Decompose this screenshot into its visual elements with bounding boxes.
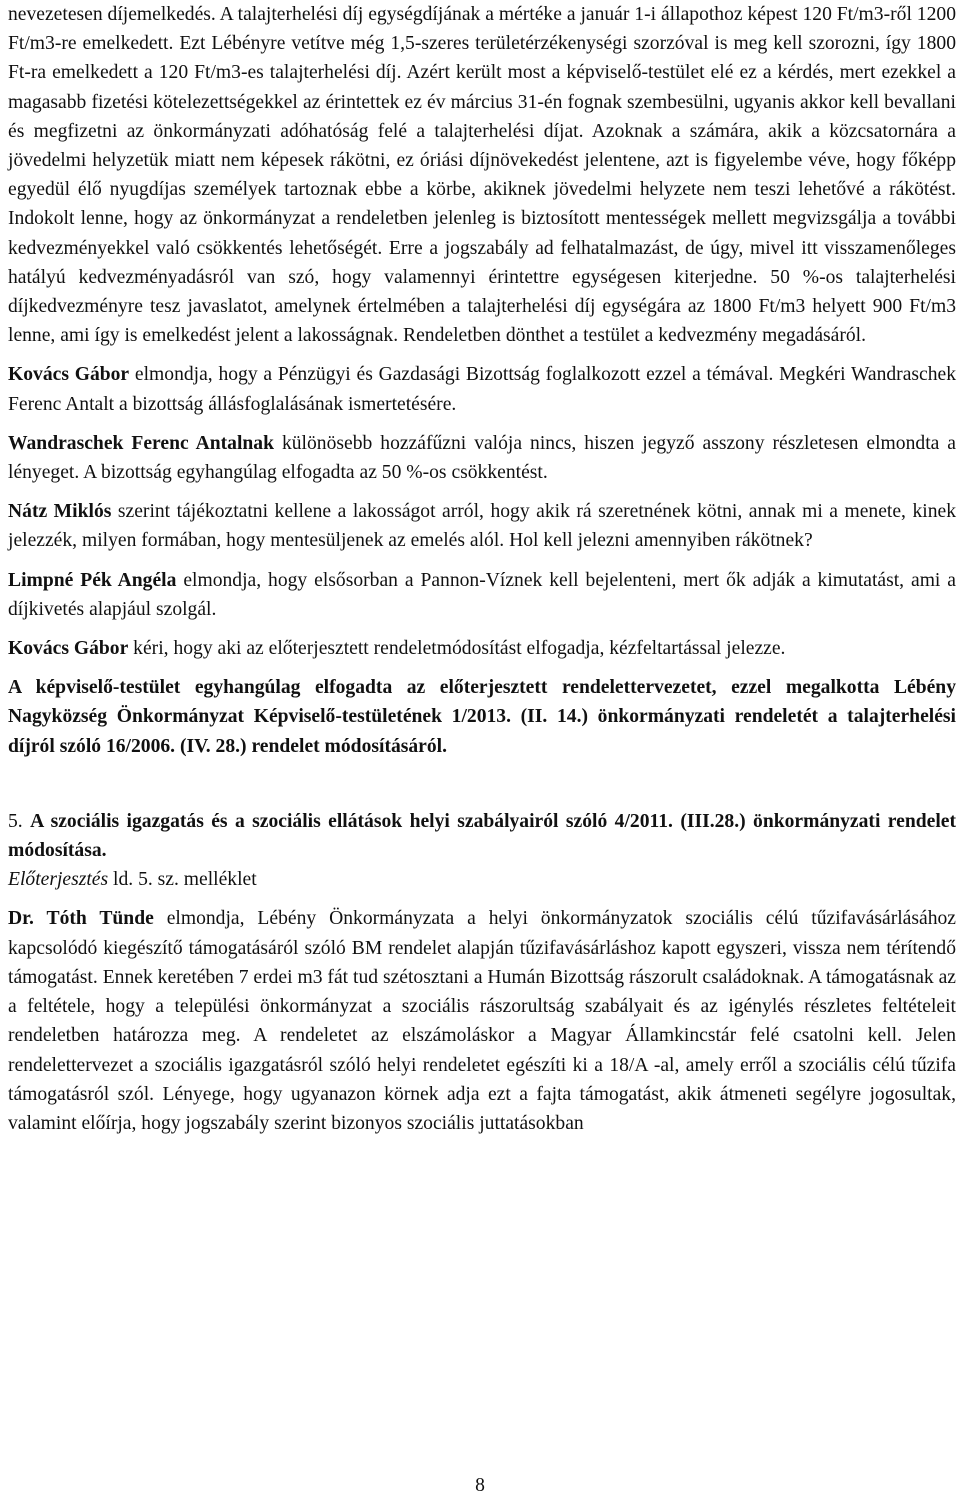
speaker-name: Wandraschek Ferenc Antalnak [8,432,274,454]
paragraph-dr-toth-tunde [8,904,956,1138]
paragraph-text: elmondja, Lébény Önkormányzata a helyi önkormányzatok szociális célú tűzifavásárlásához kapcsolódó kiegészítő támogatásáról szóló BM rendelet alapján tűzifavásárláshoz kapott egyszeri, vissza nem térítendő támogatást. Ennek keretében 7 erdei m3 fát tud szétosztani a Humán Bizottság rászorult családoknak. A támogatásnak az a feltétele, hogy a települési önkormányzat a szociális rászorultság szabályait és az igénylés részletes feltételeit rendeletben határozza meg. A rendeletet az elszámoláskor a Magyar Államkincstár felé csatolni kell. Jelen rendelettervezet a szociális igazgatásról szóló helyi rendeletet egészíti ki a 18/A -al, amely erről a szociális célú tűzifa támogatásról szól. Lényege, hogy ugyanazon körnek adja ezt a fajta támogatást, akik átmeneti segélyre jogosultak, valamint előírja, hogy jogszabály szerint bizonyos szociális juttatásokban [8,908,956,1134]
paragraph-wandraschek [8,429,956,487]
attachment-reference: ld. 5. sz. melléklet [108,869,257,891]
paragraph-text: elmondja, hogy a Pénzügyi és Gazdasági Bizottság foglalkozott ezzel a témával. Megkéri Wandraschek Ferenc Antalt a bizottság állásfoglalásának ismertetésére. [8,364,957,415]
paragraph-kovacs-gabor-2 [8,634,956,663]
paragraph-talajterhelesi-dij: nevezetesen díjemelkedés. A talajterhelési díj egységdíjának a mértéke a január 1-i állapothoz képest 120 Ft/m3-ről 1200 Ft/m3-re emelkedett. Ezt Lébényre vetítve még 1,5-szeres területérzékenységi szorzóval is meg kell szorozni, így 1800 Ft-ra emelkedett a 120 Ft/m3-es talajterhelési díj. Azért került most a képviselő-testület elé ez a kérdés, mert ezekkel a magasabb fizetési kötelezettségekkel az érintettek ez év március 31-én fognak szembesülni, ugyanis akkor kell bevallani és megfizetni az önkormányzati adóhatóság felé a talajterhelési díjat. Azoknak a számára, akik a közcsatornára a jövedelmi helyzetük miatt nem képesek rákötni, ez óriási díjnövekedést jelentene, azt is figyelembe véve, hogy főképp egyedül élő nyugdíjas személyek tartoznak ebbe a körbe, akiknek jövedelmi helyzete nem teszi lehetővé a rákötést. Indokolt lenne, hogy az önkormányzat a rendeletben jelenleg is biztosított mentességek mellett megvizsgálja a további kedvezményekkel való csökkentés lehetőségét. Erre a jogszabály ad felhatalmazást, de úgy, mivel itt visszamenőleges hatályú kedvezményadásról van szó, hogy valamennyi érintettre egységesen kiterjedne. 50 %-os talajterhelési díjkedvezményre tesz javaslatot, amelynek értelmében a talajterhelési díj egységára az 1800 Ft/m3 helyett 900 Ft/m3 lenne, ami így is emelkedést jelent a lakosságnak. Rendeletben dönthet a testület a kedvezmény megadásáról. [8,4,956,347]
resolution-statement: A képviselő-testület egyhangúlag elfogadta az előterjesztett rendelettervezetet, ezzel megalkotta Lébény Nagyközség Önkormányzat Képviselő-testületének 1/2013. (II. 14.) önkormányzati rendeletét a talajterhelési díjról szóló 16/2006. (IV. 28.) rendelet módosításáról. [8,677,956,757]
section-5-attachment [8,865,956,894]
section-title: A szociális igazgatás és a szociális ellátások helyi szabályairól szóló 4/2011. (III.28.) önkormányzati rendelet módosítása. [8,810,956,862]
paragraph-text: elmondja, hogy elsősorban a Pannon-Víznek kell bejelenteni, mert ők adják a kimutatást, ami a díjkivetés alapjául szolgál. [8,569,956,620]
speaker-name: Nátz Miklós [8,501,112,523]
speaker-name: Dr. Tóth Tünde [8,908,154,930]
speaker-name: Limpné Pék Angéla [8,569,177,591]
paragraph-natz-miklos [8,497,956,555]
paragraph-kovacs-gabor-1 [8,360,956,418]
document-page [8,0,956,1138]
page-number: 8 [475,1475,485,1496]
speaker-name: Kovács Gábor [8,638,129,660]
paragraph-text: szerint tájékoztatni kellene a lakosságot arról, hogy akik rá szeretnének kötni, annak mi a menete, kinek jelezzék, milyen formában, hogy mentesüljenek az emelés alól. Hol kell jelezni amennyiben rákötnek? [8,501,956,552]
section-number: 5. [8,810,31,832]
paragraph-text: kéri, hogy aki az előterjesztett rendeletmódosítást elfogadja, kézfeltartással jelezze. [128,638,786,660]
paragraph-text: különösebb hozzáfűzni valója nincs, hiszen jegyző asszony részletesen elmondta a lényeget. A bizottság egyhangúlag elfogadta az 50 %-os csökkentést. [8,432,956,484]
section-5-heading [8,807,956,865]
speaker-name: Kovács Gábor [8,364,130,386]
attachment-label: Előterjesztés [8,869,109,891]
paragraph-limpne-pek-angela [8,566,956,624]
